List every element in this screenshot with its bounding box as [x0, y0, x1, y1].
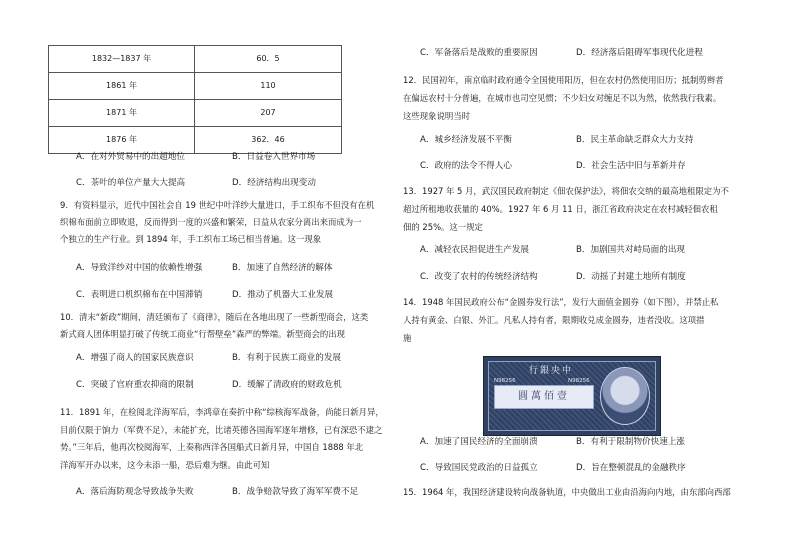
q15-stem: 15．1964 年，我国经济建设转向战备轨道，中央做出工业由沿海向内地，由东部向西部 [403, 487, 731, 497]
table-cell: 1876 年 [49, 127, 195, 154]
q11-option-b[interactable]: B．战争赔款导致了海军军费不足 [232, 487, 359, 497]
q8-option-b[interactable]: B．日益卷入世界市场 [232, 152, 316, 162]
q12-line: 12．民国初年，南京临时政府通令全国使用阳历，但在农村仍然使用旧历；抵制剪辫者 [403, 75, 724, 85]
q14-line: 14．1948 年国民政府公布“金圆券发行法”，发行大面值金圆券（如下图），并禁止私 [403, 297, 719, 307]
q9-line: 个独立的生产行业。到 1894 年，手工织布工场已相当普遍。这一现象 [60, 234, 322, 244]
q14-line: 人持有黄金、白银、外汇。凡私人持有者，限期收兑成金圆券，违者没收。这项措 [403, 315, 705, 325]
q14-line: 施 [403, 333, 412, 343]
banknote-denomination: 圓萬佰壹 [518, 391, 570, 402]
q11-line: 势。”三年后，他再次校阅海军，上奏称西洋各国船式日新月异，中国自 1888 年北 [60, 442, 364, 452]
q9-option-d[interactable]: D．推动了机器大工业发展 [232, 290, 334, 300]
q13-option-d[interactable]: D．动摇了封建土地所有制度 [576, 272, 686, 282]
q9-line: 9．有资料显示，近代中国社会自 19 世纪中叶洋纱大量进口，手工织布不但没有在机 [60, 200, 375, 210]
q8-option-c[interactable]: C．茶叶的单位产量大大提高 [76, 178, 186, 188]
q9-option-a[interactable]: A．导致洋纱对中国的依赖性增强 [76, 263, 203, 273]
q10-option-d[interactable]: D．缓解了清政府的财政危机 [232, 380, 342, 390]
q14-option-d[interactable]: D．旨在整顿混乱的金融秩序 [576, 463, 686, 473]
table-row [49, 73, 342, 100]
table-cell: 1861 年 [49, 73, 195, 100]
table-cell: 110 [195, 73, 342, 100]
table-cell: 362．46 [195, 127, 342, 154]
q11-line: 目前仅限于饷力（军费不足），未能扩充，比诸英德各国海军逐年增修，已有深恐不逮之 [60, 424, 383, 435]
q10-line: 10．清末“新政”期间，清廷颁布了《商律》，随后在各地出现了一些新型商会，这类 [60, 312, 369, 322]
q10-option-a[interactable]: A．增强了商人的国家民族意识 [76, 353, 194, 363]
q9-option-c[interactable]: C．表明进口机织棉布在中国滞销 [76, 290, 203, 300]
q11-line: 11．1891 年，在检阅北洋海军后，李鸿章在奏折中称“综核海军战备，尚能日新月异， [60, 407, 384, 417]
q11-line: 洋海军开办以来，这今未添一船，恐后难为继。由此可知 [60, 459, 270, 470]
q8-option-d[interactable]: D．经济结构出现变动 [232, 178, 316, 188]
q12-stem [403, 71, 748, 125]
q12-line: 这些现象说明当时 [403, 111, 470, 121]
banknote-serial-left: N98256 [494, 378, 516, 384]
data-table [48, 45, 342, 154]
q9-stem [60, 197, 390, 248]
gold-yuan-banknote-image [483, 356, 661, 436]
q13-option-c[interactable]: C．改变了农村的传统经济结构 [420, 272, 538, 282]
q12-option-b[interactable]: B．民主革命缺乏群众大力支持 [576, 135, 694, 145]
q10-option-c[interactable]: C．突破了官府重农抑商的限制 [76, 380, 194, 390]
q12-option-d[interactable]: D．社会生活中旧与革新并存 [576, 161, 686, 171]
q10-line: 新式商人团体明显打破了传统工商业“行帮壁垒”森严的弊端。新型商会的出现 [60, 329, 346, 339]
q11-option-d[interactable]: D．经济落后阻碍军事现代化进程 [576, 48, 703, 58]
q11-option-c[interactable]: C．军备落后是战败的重要原因 [420, 48, 538, 58]
q12-line: 在偏远农村十分普遍，在城市也司空见惯；不少妇女对缠足不以为然，依然我行我素。 [403, 93, 722, 103]
table-row [49, 100, 342, 127]
q13-stem [403, 182, 748, 236]
table-cell: 207 [195, 100, 342, 127]
q9-line: 织棉布面前立即败退，反而得到一度的兴盛和繁荣，日益从农家分离出来而成为一 [60, 217, 362, 227]
q10-stem [60, 309, 390, 343]
banknote-bank-name: 行銀央中 [528, 366, 573, 376]
q13-option-b[interactable]: B．加剧国共对峙局面的出现 [576, 245, 686, 255]
table-cell: 1871 年 [49, 100, 195, 127]
q10-option-b[interactable]: B．有利于民族工商业的发展 [232, 353, 342, 363]
q12-option-c[interactable]: C．政府的法令不得人心 [420, 161, 512, 171]
table-cell: 1832—1837 年 [49, 46, 195, 73]
banknote-serial-right: N98256 [568, 378, 590, 384]
table-row [49, 46, 342, 73]
q14-stem [403, 293, 748, 347]
q14-option-b[interactable]: B．有利于限制物价快速上涨 [576, 437, 686, 447]
q13-option-a[interactable]: A．减轻农民担促进生产发展 [420, 245, 530, 255]
q14-option-c[interactable]: C．导致国民党政治的日益孤立 [420, 463, 538, 473]
q14-option-a[interactable]: A．加速了国民经济的全面崩溃 [420, 437, 538, 447]
q8-option-a[interactable]: A．在对外贸易中的出超地位 [76, 152, 186, 162]
q9-option-b[interactable]: B．加速了自然经济的解体 [232, 263, 333, 273]
q13-line: 佃的 25%。这一规定 [403, 222, 483, 232]
q13-line: 13．1927 年 5 月，武汉国民政府制定《佃农保护法》，将佃农交纳的最高地租限定为不 [403, 186, 729, 196]
banknote-portrait [600, 367, 650, 425]
q11-option-a[interactable]: A．落后海防观念导致战争失败 [76, 487, 194, 497]
q13-line: 超过所租地收获量的 40%。1927 年 6 月 11 日，浙江省政府决定在农村减轻佃农租 [403, 204, 718, 214]
table-row [49, 127, 342, 154]
table-cell: 60．5 [195, 46, 342, 73]
q12-option-a[interactable]: A．城乡经济发展不平衡 [420, 135, 512, 145]
q11-stem [60, 404, 390, 474]
